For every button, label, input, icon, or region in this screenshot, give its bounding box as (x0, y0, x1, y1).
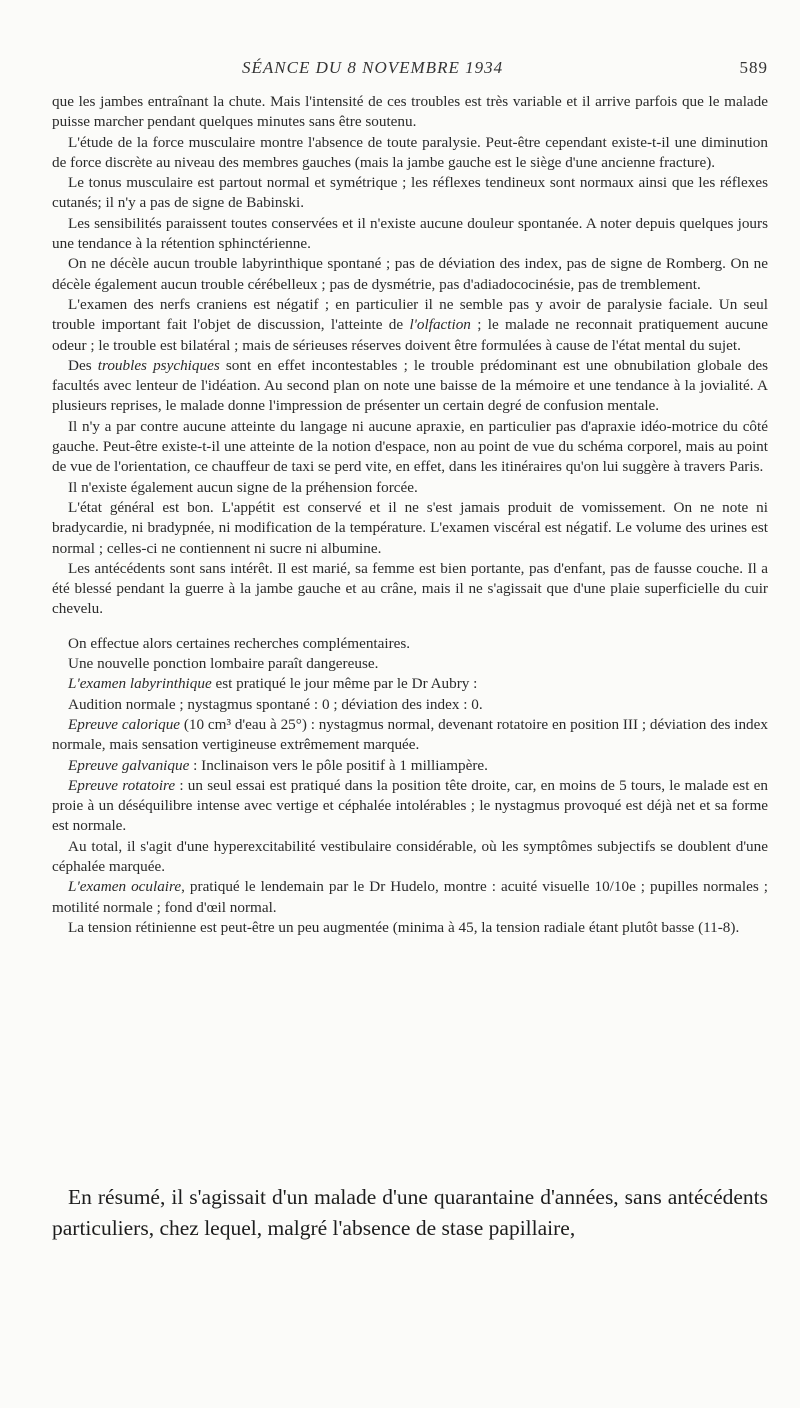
text-run: est pratiqué le jour même par le Dr Aubry : (211, 675, 478, 693)
paragraph: Les sensibilités paraissent toutes conservées et il n'existe aucune douleur spontanée. A noter depuis quelques jours une tendance à la rétention sphinctérienne. (52, 214, 768, 253)
paragraph: Il n'y a par contre aucune atteinte du langage ni aucune apraxie, en particulier pas d'apraxie idéo-motrice du côté gauche. Peut-être existe-t-il une atteinte de la notion d'espace, non au point de vue du schéma corporel, mais au point de vue de l'orientation, ce chauffeur de taxi se perd vite, en effet, dans les itinéraires qu'on lui suggère à travers Paris. (52, 417, 768, 476)
emphasis: Epreuve galvanique (68, 756, 190, 774)
summary-paragraph (52, 1182, 768, 1244)
paragraph (52, 756, 768, 776)
text-run: sont en effet incontestables ; le trouble prédominant est une obnubilation globale des facultés avec lenteur de l'idéation. Au second plan on note une baisse de la mémoire et une tendance à la jovialité. A plusieurs reprises, le malade donne l'impression de présenter un certain degré de confusion mentale. (52, 356, 769, 415)
text-run: Des (68, 356, 98, 374)
emphasis: Epreuve calorique (68, 715, 181, 733)
paragraph (52, 356, 768, 417)
body-text (52, 92, 768, 938)
text-run: (10 cm³ d'eau à 25°) : nystagmus normal, devenant rotatoire en position III ; déviation des index normale, mais sensation vertigineuse extrêmement marquée. (52, 715, 768, 754)
paragraph (52, 877, 768, 918)
page-number: 589 (739, 58, 768, 77)
text-run: , pratiqué le lendemain par le Dr Hudelo, montre : acuité visuelle 10/10e ; pupilles normales ; motilité normale ; fond d'œil normal. (52, 878, 768, 916)
paragraph: L'état général est bon. L'appétit est conservé et il ne s'est jamais produit de vomissement. On ne note ni bradycardie, ni bradypnée, ni modification de la température. L'examen viscéral est négatif. Le volume des urines est normal ; celles-ci ne contiennent ni sucre ni albumine. (52, 498, 768, 557)
paragraph: Le tonus musculaire est partout normal et symétrique ; les réflexes tendineux sont normaux ainsi que les réflexes cutanés; il n'y a pas de signe de Babinski. (52, 174, 768, 212)
paragraph: Audition normale ; nystagmus spontané : 0 ; déviation des index : 0. (68, 695, 483, 713)
paragraph: On ne décèle aucun trouble labyrinthique spontané ; pas de déviation des index, pas de signe de Romberg. On ne décèle également aucun trouble cérébelleux ; pas de dysmétrie, pas d'adiadococinésie, pas de tremblement. (52, 255, 768, 293)
paragraph: Au total, il s'agit d'une hyperexcitabilité vestibulaire considérable, où les symptômes subjectifs se doublent d'une céphalée marquée. (52, 837, 768, 875)
paragraph: On effectue alors certaines recherches complémentaires. (68, 634, 411, 652)
paragraph (52, 715, 768, 756)
text-run: : Inclinaison vers le pôle positif à 1 milliampère. (189, 756, 488, 774)
paragraph (52, 776, 768, 837)
emphasis: troubles psychiques (97, 356, 220, 374)
text-run: : un seul essai est pratiqué dans la position tête droite, car, en moins de 5 tours, le malade est en proie à un déséquilibre intense avec vertige et céphalée intolérables ; le nystagmus provoqué est déjà net et sa forme est normale. (52, 776, 768, 835)
paragraph: Les antécédents sont sans intérêt. Il est marié, sa femme est bien portante, pas d'enfant, pas de fausse couche. Il a été blessé pendant la guerre à la jambe gauche et au crâne, mais il ne s'agissait que d'une plaie superficielle du cuir chevelu. (52, 559, 768, 618)
paragraph: Il n'existe également aucun signe de la préhension forcée. (68, 478, 418, 496)
paragraph (52, 295, 768, 356)
paragraph: que les jambes entraînant la chute. Mais l'intensité de ces troubles est très variable et il arrive parfois que le malade puisse marcher pendant quelques minutes sans être soutenu. (52, 93, 768, 131)
emphasis: L'examen oculaire (68, 878, 182, 896)
running-title: SÉANCE DU 8 NOVEMBRE 1934 (242, 58, 504, 77)
paragraph: La tension rétinienne est peut-être un peu augmentée (minima à 45, la tension radiale étant plutôt basse (11-8). (68, 918, 740, 936)
text-run: L'examen des nerfs craniens est négatif ; en particulier il ne semble pas y avoir de paralysie faciale. Un seul trouble important fait l'objet de discussion, l'atteinte de (52, 295, 768, 334)
paragraph: L'étude de la force musculaire montre l'absence de toute paralysie. Peut-être cependant existe-t-il une diminution de force discrète au niveau des membres gauches (mais la jambe gauche est le siège d'une ancienne fracture). (52, 133, 768, 171)
emphasis: l'olfaction (409, 316, 471, 334)
summary-text: En résumé, il s'agissait d'un malade d'une quarantaine d'années, sans antécédents particuliers, chez lequel, malgré l'absence de stase papillaire, (52, 1185, 768, 1240)
emphasis: Epreuve rotatoire (68, 776, 176, 794)
text-run: ; le malade ne reconnait pratiquement aucune odeur ; le trouble est bilatéral ; mais de sérieuses réserves doivent être formulées à cause de l'état mental du sujet. (52, 316, 768, 354)
paragraph (52, 674, 768, 694)
section-gap (52, 620, 768, 634)
paragraph: Une nouvelle ponction lombaire paraît dangereuse. (68, 655, 379, 673)
emphasis: L'examen labyrinthique (68, 675, 212, 693)
